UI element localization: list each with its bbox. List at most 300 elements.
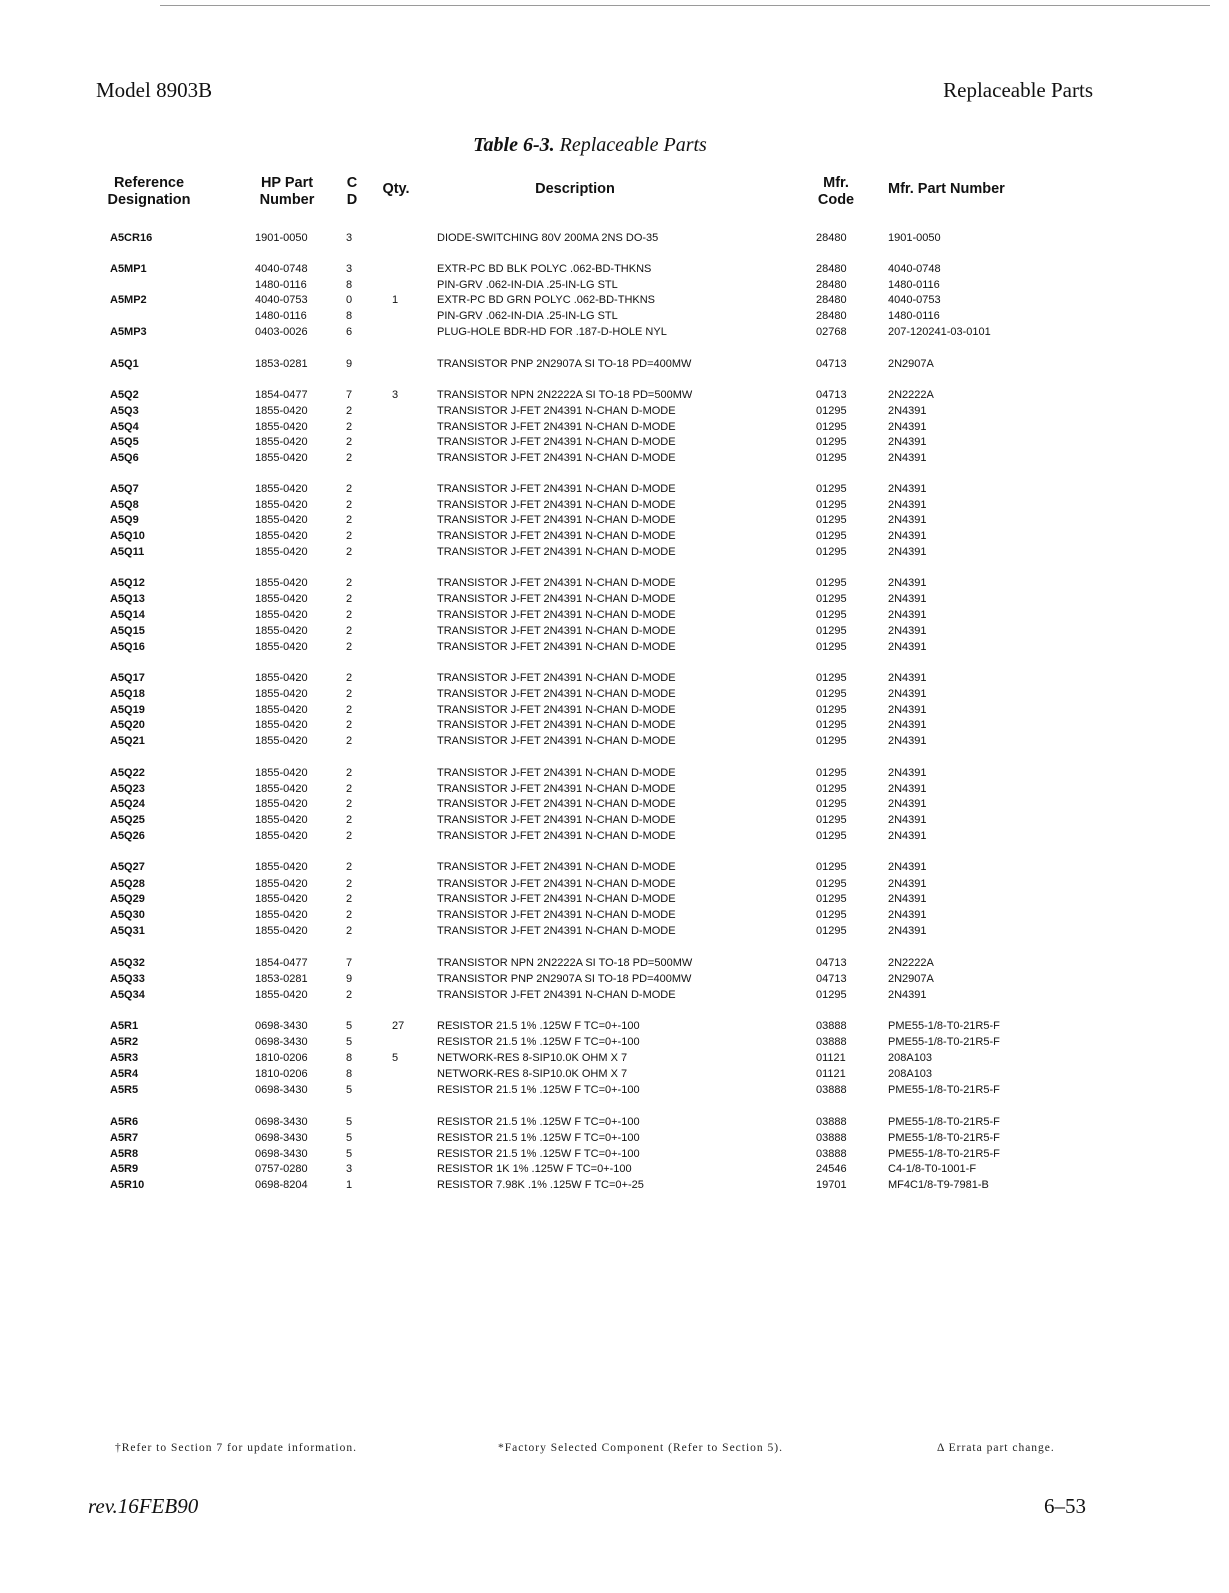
cell-mfr-code: 02768: [816, 326, 847, 338]
cell-hp-part-number: 1855-0420: [255, 878, 308, 890]
cell-mfr-part-number: 2N4391: [888, 989, 927, 1001]
cell-description: TRANSISTOR J-FET 2N4391 N-CHAN D-MODE: [437, 989, 676, 1001]
cell-ref-designation: A5Q22: [110, 767, 145, 779]
cell-description: TRANSISTOR NPN 2N2222A SI TO-18 PD=500MW: [437, 389, 693, 401]
cell-ref-designation: A5Q24: [110, 798, 145, 810]
cell-mfr-part-number: 2N4391: [888, 593, 927, 605]
cell-check-digit: 0: [346, 294, 353, 306]
cell-description: TRANSISTOR J-FET 2N4391 N-CHAN D-MODE: [437, 452, 676, 464]
cell-mfr-part-number: 4040-0748: [888, 263, 941, 275]
cell-ref-designation: A5Q16: [110, 641, 145, 653]
table-row: [0, 639, 1229, 655]
cell-mfr-part-number: PME55-1/8-T0-21R5-F: [888, 1148, 1000, 1160]
cell-mfr-code: 28480: [816, 232, 847, 244]
cell-mfr-code: 01295: [816, 861, 847, 873]
cell-hp-part-number: 1855-0420: [255, 452, 308, 464]
cell-mfr-code: 04713: [816, 973, 847, 985]
cell-mfr-part-number: 1480-0116: [888, 279, 940, 291]
cell-ref-designation: A5Q12: [110, 577, 145, 589]
col-header-hp-part-line1: HP Part: [260, 175, 314, 191]
cell-check-digit: 2: [346, 546, 353, 558]
table-row: [0, 1018, 1229, 1034]
cell-description: TRANSISTOR J-FET 2N4391 N-CHAN D-MODE: [437, 735, 676, 747]
cell-hp-part-number: 0757-0280: [255, 1163, 308, 1175]
page-number: 6–53: [1044, 1494, 1086, 1518]
cell-hp-part-number: 1855-0420: [255, 421, 308, 433]
table-row: [0, 1161, 1229, 1177]
cell-ref-designation: A5Q21: [110, 735, 145, 747]
cell-mfr-part-number: 208A103: [888, 1068, 933, 1080]
cell-ref-designation: A5Q11: [110, 546, 145, 558]
cell-hp-part-number: 1855-0420: [255, 814, 308, 826]
cell-description: TRANSISTOR J-FET 2N4391 N-CHAN D-MODE: [437, 514, 676, 526]
cell-hp-part-number: 1901-0050: [255, 232, 308, 244]
table-row: [0, 512, 1229, 528]
revision-date: rev.16FEB90: [88, 1494, 199, 1518]
table-row: [0, 481, 1229, 497]
cell-mfr-code: 03888: [816, 1132, 847, 1144]
cell-check-digit: 2: [346, 577, 353, 589]
cell-mfr-part-number: 2N4391: [888, 878, 927, 890]
cell-check-digit: 7: [346, 389, 353, 401]
cell-mfr-part-number: 2N4391: [888, 830, 927, 842]
cell-mfr-code: 01295: [816, 878, 847, 890]
cell-description: RESISTOR 21.5 1% .125W F TC=0+-100: [437, 1132, 640, 1144]
table-row: [0, 923, 1229, 939]
cell-check-digit: 5: [346, 1084, 353, 1096]
cell-hp-part-number: 0403-0026: [255, 326, 308, 338]
cell-hp-part-number: 1855-0420: [255, 593, 308, 605]
cell-mfr-part-number: 2N2222A: [888, 389, 934, 401]
table-row: [0, 277, 1229, 293]
top-rule: [160, 5, 1210, 6]
table-row: [0, 876, 1229, 892]
cell-mfr-code: 28480: [816, 279, 847, 291]
cell-mfr-code: 01295: [816, 814, 847, 826]
cell-check-digit: 9: [346, 973, 353, 985]
cell-ref-designation: A5Q14: [110, 609, 145, 621]
cell-description: TRANSISTOR J-FET 2N4391 N-CHAN D-MODE: [437, 719, 676, 731]
table-row: [0, 1146, 1229, 1162]
table-row: [0, 1114, 1229, 1130]
table-title: [0, 134, 1180, 157]
cell-check-digit: 2: [346, 405, 353, 417]
cell-description: TRANSISTOR J-FET 2N4391 N-CHAN D-MODE: [437, 672, 676, 684]
cell-check-digit: 2: [346, 530, 353, 542]
cell-hp-part-number: 1855-0420: [255, 483, 308, 495]
cell-ref-designation: A5Q28: [110, 878, 145, 890]
cell-check-digit: 3: [346, 263, 353, 275]
cell-description: TRANSISTOR J-FET 2N4391 N-CHAN D-MODE: [437, 704, 676, 716]
cell-check-digit: 2: [346, 719, 353, 731]
table-row: [0, 261, 1229, 277]
cell-mfr-part-number: 207-120241-03-0101: [888, 326, 991, 338]
cell-mfr-code: 03888: [816, 1148, 847, 1160]
cell-mfr-code: 01295: [816, 783, 847, 795]
cell-description: TRANSISTOR J-FET 2N4391 N-CHAN D-MODE: [437, 421, 676, 433]
cell-hp-part-number: 1855-0420: [255, 783, 308, 795]
cell-check-digit: 2: [346, 593, 353, 605]
cell-check-digit: 2: [346, 609, 353, 621]
cell-hp-part-number: 1854-0477: [255, 957, 308, 969]
cell-ref-designation: A5Q5: [110, 436, 139, 448]
cell-mfr-code: 01295: [816, 483, 847, 495]
cell-mfr-part-number: 2N4391: [888, 499, 927, 511]
cell-check-digit: 2: [346, 909, 353, 921]
cell-ref-designation: A5Q9: [110, 514, 139, 526]
col-header-cd-line2: D: [346, 192, 358, 208]
cell-quantity: 27: [392, 1020, 405, 1032]
cell-hp-part-number: 1855-0420: [255, 909, 308, 921]
cell-check-digit: 5: [346, 1116, 353, 1128]
cell-quantity: 5: [392, 1052, 399, 1064]
model-header: Model 8903B: [96, 78, 213, 102]
cell-mfr-part-number: 2N2222A: [888, 957, 934, 969]
cell-hp-part-number: 1855-0420: [255, 609, 308, 621]
cell-mfr-code: 01121: [816, 1068, 846, 1080]
cell-check-digit: 5: [346, 1132, 353, 1144]
cell-description: EXTR-PC BD GRN POLYC .062-BD-THKNS: [437, 294, 656, 306]
cell-hp-part-number: 4040-0753: [255, 294, 308, 306]
cell-description: TRANSISTOR J-FET 2N4391 N-CHAN D-MODE: [437, 893, 676, 905]
cell-hp-part-number: 1853-0281: [255, 973, 308, 985]
cell-mfr-code: 01295: [816, 514, 847, 526]
cell-hp-part-number: 1855-0420: [255, 641, 308, 653]
table-row: [0, 812, 1229, 828]
cell-mfr-code: 01295: [816, 499, 847, 511]
table-row: [0, 1066, 1229, 1082]
cell-check-digit: 8: [346, 279, 353, 291]
cell-mfr-part-number: 2N4391: [888, 577, 927, 589]
cell-mfr-code: 01295: [816, 641, 847, 653]
table-number: Table 6-3.: [473, 134, 555, 156]
cell-hp-part-number: 0698-3430: [255, 1148, 308, 1160]
col-header-mfr-part-number: Mfr. Part Number: [888, 181, 1005, 197]
cell-mfr-part-number: 2N4391: [888, 436, 927, 448]
cell-mfr-code: 01295: [816, 625, 847, 637]
table-row: [0, 623, 1229, 639]
table-row: [0, 796, 1229, 812]
cell-ref-designation: A5Q26: [110, 830, 145, 842]
cell-hp-part-number: 1855-0420: [255, 436, 308, 448]
cell-mfr-part-number: 2N4391: [888, 798, 927, 810]
cell-mfr-code: 03888: [816, 1020, 847, 1032]
cell-ref-designation: A5R7: [110, 1132, 139, 1144]
cell-mfr-code: 01295: [816, 530, 847, 542]
table-row: [0, 971, 1229, 987]
cell-mfr-part-number: 2N4391: [888, 704, 927, 716]
cell-hp-part-number: 4040-0748: [255, 263, 308, 275]
cell-check-digit: 2: [346, 735, 353, 747]
cell-check-digit: 5: [346, 1148, 353, 1160]
cell-ref-designation: A5Q1: [110, 358, 139, 370]
table-row: [0, 828, 1229, 844]
cell-mfr-code: 01295: [816, 767, 847, 779]
cell-ref-designation: A5Q3: [110, 405, 139, 417]
cell-mfr-part-number: 2N4391: [888, 814, 927, 826]
table-row: [0, 717, 1229, 733]
cell-mfr-code: 01295: [816, 704, 847, 716]
cell-mfr-code: 01295: [816, 452, 847, 464]
table-row: [0, 419, 1229, 435]
cell-mfr-code: 01295: [816, 609, 847, 621]
table-row: [0, 1050, 1229, 1066]
cell-check-digit: 8: [346, 1068, 353, 1080]
cell-ref-designation: A5Q34: [110, 989, 145, 1001]
cell-ref-designation: A5Q33: [110, 973, 145, 985]
cell-check-digit: 2: [346, 893, 353, 905]
cell-hp-part-number: 1855-0420: [255, 530, 308, 542]
cell-check-digit: 5: [346, 1020, 353, 1032]
col-header-cd-line1: C: [346, 175, 358, 191]
cell-ref-designation: A5Q4: [110, 421, 139, 433]
table-row: [0, 907, 1229, 923]
table-row: [0, 1177, 1229, 1193]
cell-check-digit: 3: [346, 1163, 353, 1175]
cell-description: TRANSISTOR J-FET 2N4391 N-CHAN D-MODE: [437, 530, 676, 542]
table-row: [0, 434, 1229, 450]
cell-hp-part-number: 1855-0420: [255, 893, 308, 905]
cell-description: TRANSISTOR J-FET 2N4391 N-CHAN D-MODE: [437, 925, 676, 937]
cell-mfr-code: 04713: [816, 957, 847, 969]
cell-description: TRANSISTOR J-FET 2N4391 N-CHAN D-MODE: [437, 593, 676, 605]
col-header-qty: Qty.: [382, 181, 410, 197]
cell-hp-part-number: 1855-0420: [255, 672, 308, 684]
table-row: [0, 987, 1229, 1003]
cell-mfr-part-number: PME55-1/8-T0-21R5-F: [888, 1116, 1000, 1128]
cell-description: TRANSISTOR J-FET 2N4391 N-CHAN D-MODE: [437, 625, 676, 637]
table-row: [0, 686, 1229, 702]
cell-quantity: 1: [392, 294, 399, 306]
cell-hp-part-number: 0698-8204: [255, 1179, 308, 1191]
cell-ref-designation: A5Q8: [110, 499, 139, 511]
cell-check-digit: 8: [346, 1052, 353, 1064]
table-name: Replaceable Parts: [559, 134, 707, 156]
cell-ref-designation: A5Q15: [110, 625, 145, 637]
cell-check-digit: 2: [346, 436, 353, 448]
col-header-mfr-code-line1: Mfr.: [823, 175, 849, 191]
cell-check-digit: 2: [346, 672, 353, 684]
cell-mfr-code: 01295: [816, 688, 847, 700]
cell-hp-part-number: 1810-0206: [255, 1052, 308, 1064]
cell-ref-designation: A5Q10: [110, 530, 145, 542]
cell-mfr-part-number: 2N4391: [888, 672, 927, 684]
cell-hp-part-number: 0698-3430: [255, 1036, 308, 1048]
cell-mfr-part-number: PME55-1/8-T0-21R5-F: [888, 1020, 1000, 1032]
col-header-hp-part-line2: Number: [259, 192, 315, 208]
cell-mfr-part-number: PME55-1/8-T0-21R5-F: [888, 1084, 1000, 1096]
cell-hp-part-number: 1855-0420: [255, 798, 308, 810]
cell-hp-part-number: 1810-0206: [255, 1068, 308, 1080]
cell-mfr-code: 01295: [816, 925, 847, 937]
footnote-errata: Δ Errata part change.: [937, 1442, 1055, 1454]
cell-check-digit: 2: [346, 989, 353, 1001]
cell-mfr-part-number: 2N2907A: [888, 358, 934, 370]
table-row: [0, 324, 1229, 340]
cell-mfr-code: 04713: [816, 389, 847, 401]
cell-mfr-part-number: PME55-1/8-T0-21R5-F: [888, 1036, 1000, 1048]
cell-check-digit: 2: [346, 421, 353, 433]
cell-hp-part-number: 1855-0420: [255, 688, 308, 700]
cell-mfr-code: 03888: [816, 1036, 847, 1048]
cell-mfr-part-number: 2N4391: [888, 625, 927, 637]
cell-hp-part-number: 0698-3430: [255, 1132, 308, 1144]
cell-mfr-part-number: 2N4391: [888, 783, 927, 795]
cell-description: TRANSISTOR J-FET 2N4391 N-CHAN D-MODE: [437, 499, 676, 511]
cell-description: PIN-GRV .062-IN-DIA .25-IN-LG STL: [437, 279, 618, 291]
cell-mfr-part-number: 2N4391: [888, 483, 927, 495]
cell-description: NETWORK-RES 8-SIP10.0K OHM X 7: [437, 1052, 628, 1064]
cell-mfr-code: 01295: [816, 593, 847, 605]
cell-mfr-code: 01295: [816, 893, 847, 905]
cell-check-digit: 2: [346, 483, 353, 495]
cell-description: NETWORK-RES 8-SIP10.0K OHM X 7: [437, 1068, 628, 1080]
table-row: [0, 308, 1229, 324]
cell-mfr-part-number: 2N4391: [888, 405, 927, 417]
cell-ref-designation: A5MP2: [110, 294, 147, 306]
table-row: [0, 859, 1229, 875]
table-row: [0, 1082, 1229, 1098]
cell-hp-part-number: 0698-3430: [255, 1116, 308, 1128]
cell-ref-designation: A5Q19: [110, 704, 145, 716]
table-row: [0, 733, 1229, 749]
cell-ref-designation: A5R9: [110, 1163, 139, 1175]
cell-description: DIODE-SWITCHING 80V 200MA 2NS DO-35: [437, 232, 659, 244]
cell-mfr-part-number: 2N4391: [888, 546, 927, 558]
cell-mfr-part-number: 2N4391: [888, 514, 927, 526]
cell-check-digit: 2: [346, 625, 353, 637]
cell-description: TRANSISTOR J-FET 2N4391 N-CHAN D-MODE: [437, 814, 676, 826]
cell-quantity: 3: [392, 389, 399, 401]
cell-mfr-part-number: 1480-0116: [888, 310, 940, 322]
cell-check-digit: 7: [346, 957, 353, 969]
cell-check-digit: 2: [346, 861, 353, 873]
cell-description: RESISTOR 21.5 1% .125W F TC=0+-100: [437, 1084, 640, 1096]
cell-check-digit: 2: [346, 641, 353, 653]
cell-mfr-code: 01295: [816, 546, 847, 558]
cell-ref-designation: A5R5: [110, 1084, 139, 1096]
cell-description: TRANSISTOR J-FET 2N4391 N-CHAN D-MODE: [437, 405, 676, 417]
table-row: [0, 403, 1229, 419]
cell-check-digit: 1: [346, 1179, 353, 1191]
cell-description: TRANSISTOR J-FET 2N4391 N-CHAN D-MODE: [437, 861, 676, 873]
cell-hp-part-number: 1855-0420: [255, 767, 308, 779]
cell-description: RESISTOR 21.5 1% .125W F TC=0+-100: [437, 1116, 640, 1128]
table-row: [0, 781, 1229, 797]
cell-hp-part-number: 1854-0477: [255, 389, 308, 401]
cell-mfr-part-number: 208A103: [888, 1052, 933, 1064]
cell-mfr-part-number: 4040-0753: [888, 294, 941, 306]
col-header-cd: [343, 175, 361, 209]
cell-hp-part-number: 0698-3430: [255, 1084, 308, 1096]
cell-mfr-code: 03888: [816, 1084, 847, 1096]
cell-ref-designation: A5Q18: [110, 688, 145, 700]
table-row: [0, 387, 1229, 403]
cell-description: TRANSISTOR PNP 2N2907A SI TO-18 PD=400MW: [437, 973, 692, 985]
cell-mfr-code: 03888: [816, 1116, 847, 1128]
cell-description: TRANSISTOR J-FET 2N4391 N-CHAN D-MODE: [437, 577, 676, 589]
cell-mfr-part-number: 2N4391: [888, 688, 927, 700]
col-header-reference: [104, 175, 194, 209]
cell-check-digit: 6: [346, 326, 353, 338]
cell-mfr-part-number: 2N4391: [888, 452, 927, 464]
cell-mfr-code: 01295: [816, 577, 847, 589]
section-header: Replaceable Parts: [943, 78, 1093, 102]
cell-hp-part-number: 1855-0420: [255, 925, 308, 937]
cell-hp-part-number: 1855-0420: [255, 546, 308, 558]
cell-description: TRANSISTOR J-FET 2N4391 N-CHAN D-MODE: [437, 688, 676, 700]
cell-ref-designation: A5Q2: [110, 389, 139, 401]
cell-check-digit: 9: [346, 358, 353, 370]
cell-mfr-code: 01295: [816, 405, 847, 417]
table-row: [0, 356, 1229, 372]
cell-mfr-code: 04713: [816, 358, 847, 370]
cell-description: TRANSISTOR J-FET 2N4391 N-CHAN D-MODE: [437, 909, 676, 921]
cell-check-digit: 2: [346, 514, 353, 526]
cell-mfr-code: 01295: [816, 830, 847, 842]
cell-hp-part-number: 1855-0420: [255, 989, 308, 1001]
cell-ref-designation: A5Q30: [110, 909, 145, 921]
cell-ref-designation: A5R10: [110, 1179, 145, 1191]
cell-mfr-part-number: 1901-0050: [888, 232, 941, 244]
cell-check-digit: 2: [346, 704, 353, 716]
cell-check-digit: 2: [346, 767, 353, 779]
col-header-mfr-code-line2: Code: [817, 192, 855, 208]
table-row: [0, 670, 1229, 686]
cell-mfr-code: 28480: [816, 310, 847, 322]
cell-mfr-code: 01295: [816, 421, 847, 433]
cell-ref-designation: A5Q23: [110, 783, 145, 795]
cell-ref-designation: A5Q17: [110, 672, 145, 684]
cell-ref-designation: A5R1: [110, 1020, 139, 1032]
cell-check-digit: 2: [346, 878, 353, 890]
cell-description: RESISTOR 1K 1% .125W F TC=0+-100: [437, 1163, 632, 1175]
table-row: [0, 1130, 1229, 1146]
cell-mfr-part-number: 2N4391: [888, 609, 927, 621]
cell-mfr-code: 01295: [816, 672, 847, 684]
cell-hp-part-number: 1855-0420: [255, 625, 308, 637]
cell-description: TRANSISTOR J-FET 2N4391 N-CHAN D-MODE: [437, 609, 676, 621]
cell-ref-designation: A5MP1: [110, 263, 147, 275]
table-row: [0, 765, 1229, 781]
cell-description: TRANSISTOR J-FET 2N4391 N-CHAN D-MODE: [437, 798, 676, 810]
cell-ref-designation: A5Q13: [110, 593, 145, 605]
cell-hp-part-number: 1855-0420: [255, 704, 308, 716]
cell-ref-designation: A5Q25: [110, 814, 145, 826]
cell-ref-designation: A5MP3: [110, 326, 147, 338]
cell-description: TRANSISTOR J-FET 2N4391 N-CHAN D-MODE: [437, 483, 676, 495]
cell-mfr-part-number: PME55-1/8-T0-21R5-F: [888, 1132, 1000, 1144]
cell-check-digit: 5: [346, 1036, 353, 1048]
cell-description: TRANSISTOR J-FET 2N4391 N-CHAN D-MODE: [437, 767, 676, 779]
cell-hp-part-number: 1855-0420: [255, 719, 308, 731]
cell-check-digit: 2: [346, 452, 353, 464]
table-row: [0, 528, 1229, 544]
cell-check-digit: 2: [346, 830, 353, 842]
cell-mfr-part-number: 2N4391: [888, 767, 927, 779]
cell-mfr-part-number: C4-1/8-T0-1001-F: [888, 1163, 977, 1175]
cell-mfr-code: 28480: [816, 294, 847, 306]
cell-mfr-part-number: 2N4391: [888, 719, 927, 731]
cell-mfr-code: 24546: [816, 1163, 847, 1175]
cell-hp-part-number: 1855-0420: [255, 735, 308, 747]
cell-ref-designation: A5R6: [110, 1116, 139, 1128]
footnote-factory-selected: *Factory Selected Component (Refer to Section 5).: [498, 1442, 784, 1454]
cell-ref-designation: A5Q29: [110, 893, 145, 905]
cell-mfr-code: 01121: [816, 1052, 846, 1064]
cell-mfr-part-number: 2N4391: [888, 861, 927, 873]
cell-check-digit: 3: [346, 232, 353, 244]
